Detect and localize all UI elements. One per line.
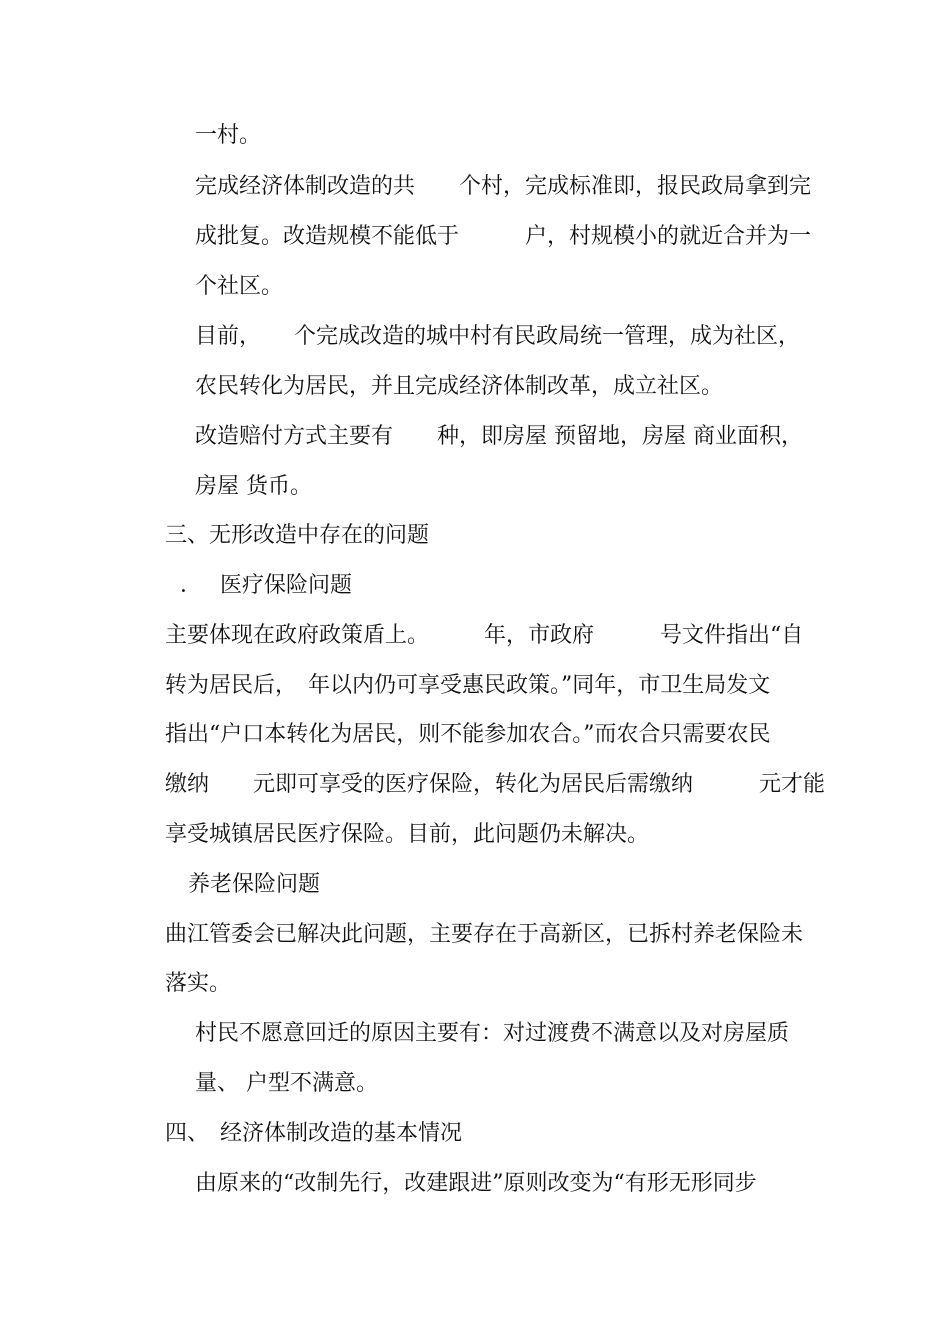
subsection-heading: ． 医疗保险问题 (180, 573, 352, 598)
section-heading: 四、 经济体制改造的基本情况 (165, 1121, 463, 1146)
text-line: 落实。 (165, 971, 232, 996)
text-line: 指出“户口本转化为居民，则不能参加农合。”而农合只需要农民 (165, 722, 771, 747)
text-line: 农民转化为居民，并且完成经济体制改革，成立社区。 (195, 374, 724, 399)
text-line: 由原来的“改制先行，改建跟进”原则改变为“有形无形同步 (195, 1171, 757, 1196)
text-line: 曲江管委会已解决此问题，主要存在于高新区，已拆村养老保险未 (165, 922, 804, 947)
subsection-heading: 养老保险问题 (188, 872, 321, 897)
text-line: 目前， 个完成改造的城中村有民政局统一管理，成为社区， (195, 324, 801, 349)
text-line: 量、 户型不满意。 (195, 1071, 378, 1096)
text-line: 转为居民后， 年以内仍可享受惠民政策。”同年，市卫生局发文 (165, 673, 771, 698)
text-line: 完成经济体制改造的共 个村，完成标准即，报民政局拿到完 (195, 174, 812, 199)
text-line: 成批复。改造规模不能低于 户，村规模小的就近合并为一 (195, 224, 812, 249)
text-line: 村民不愿意回迁的原因主要有：对过渡费不满意以及对房屋质 (195, 1021, 790, 1046)
text-line: 享受城镇居民医疗保险。目前，此问题仍未解决。 (165, 822, 650, 847)
text-line: 主要体现在政府政策盾上。 年，市政府 号文件指出“自 (165, 623, 804, 648)
text-line: 一村。 (195, 123, 262, 148)
text-line: 房屋 货币。 (195, 474, 312, 499)
text-line: 改造赔付方式主要有 种，即房屋 预留地，房屋 商业面积， (195, 424, 803, 449)
text-line: 缴纳 元即可享受的医疗保险，转化为居民后需缴纳 元才能 (165, 772, 826, 797)
text-line: 个社区。 (195, 274, 284, 299)
section-heading: 三、无形改造中存在的问题 (165, 523, 430, 548)
